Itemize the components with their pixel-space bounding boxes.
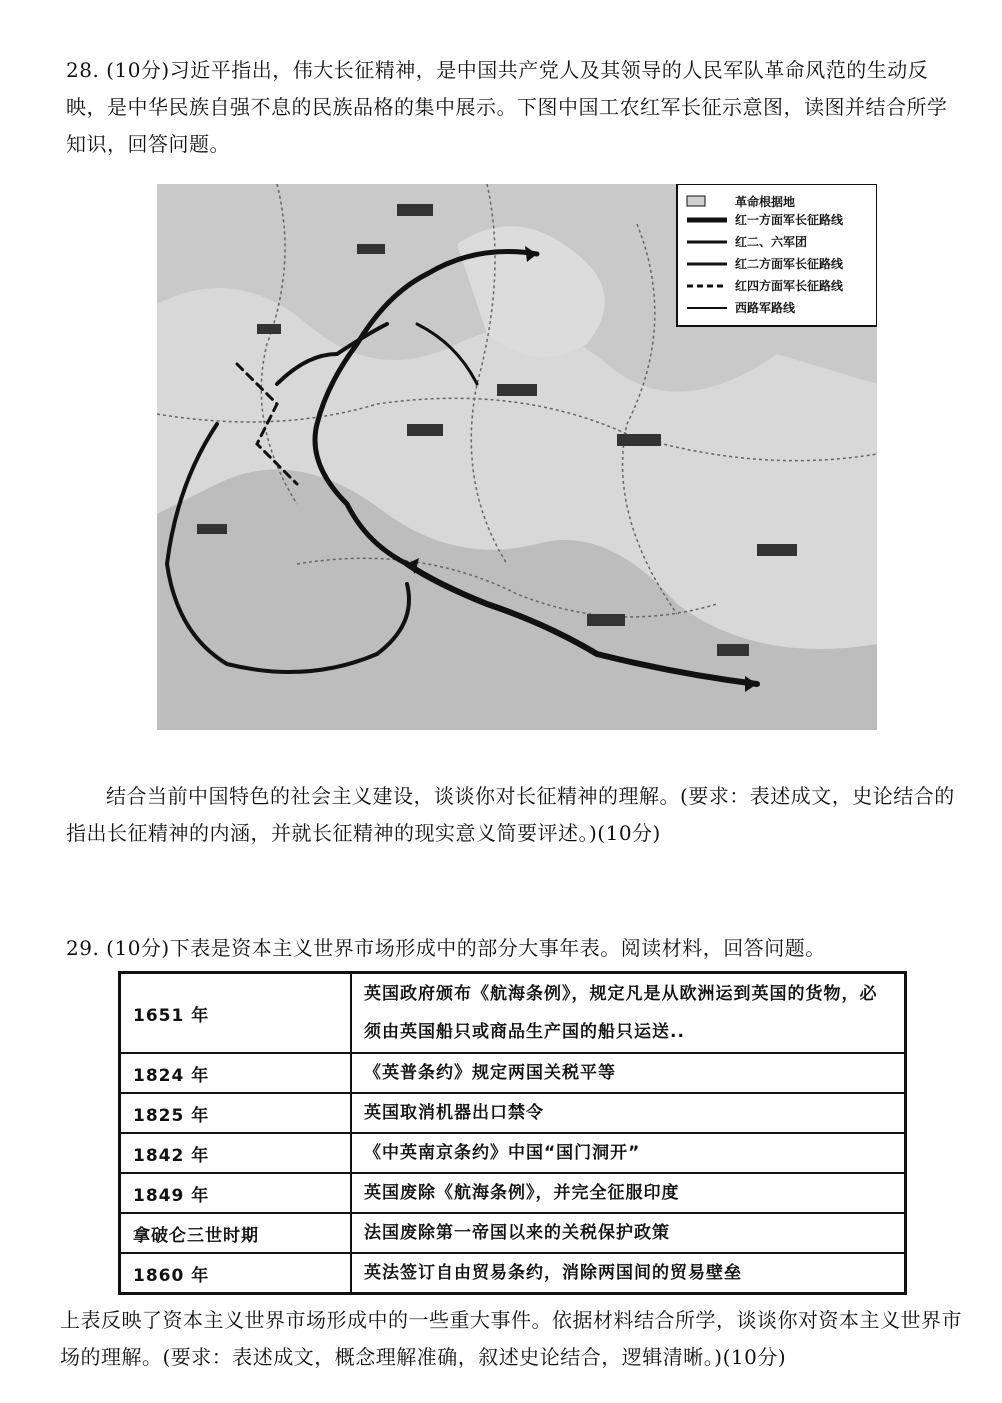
date-cell: 1651 年 bbox=[120, 973, 352, 1054]
legend-item-1: 红一方面军长征路线 bbox=[735, 213, 844, 227]
table-row bbox=[120, 973, 906, 1054]
question-29-task: 上表反映了资本主义世界市场形成中的一些重大事件。依据材料结合所学，谈谈你对资本主义世界市场的理解。(要求：表述成文，概念理解准确，叙述史论结合，逻辑清晰。)(10分) bbox=[60, 1308, 962, 1369]
table-row bbox=[120, 1133, 906, 1173]
question-29-stem: 29. (10分)下表是资本主义世界市场形成中的部分大事年表。阅读材料，回答问题。 bbox=[66, 936, 826, 960]
question-28-stem: 28. (10分)习近平指出，伟大长征精神，是中国共产党人及其领导的人民军队革命风范的生动反映，是中华民族自强不息的民族品格的集中展示。下图中国工农红军长征示意图，读图并结合所学知识，回答问题。 bbox=[66, 58, 948, 156]
event-cell: 《中英南京条约》中国“国门洞开” bbox=[351, 1133, 906, 1173]
question-28-task: 结合当前中国特色的社会主义建设，谈谈你对长征精神的理解。(要求：表述成文，史论结合的指出长征精神的内涵，并就长征精神的现实意义简要评述。)(10分) bbox=[66, 784, 955, 845]
date-cell: 1860 年 bbox=[120, 1253, 352, 1294]
date-cell: 1842 年 bbox=[120, 1133, 352, 1173]
table-row bbox=[120, 1213, 906, 1253]
table-row bbox=[120, 1093, 906, 1133]
legend-item-5: 西路军路线 bbox=[735, 301, 796, 315]
table-row bbox=[120, 1173, 906, 1213]
legend-item-3: 红二方面军长征路线 bbox=[735, 257, 844, 271]
market-timeline-table bbox=[118, 971, 907, 1295]
long-march-map bbox=[157, 184, 877, 730]
event-cell: 英国政府颁布《航海条例》，规定凡是从欧洲运到英国的货物，必须由英国船只或商品生产国的船只运送.. bbox=[351, 973, 906, 1054]
date-cell: 拿破仑三世时期 bbox=[120, 1213, 352, 1253]
event-cell: 英国取消机器出口禁令 bbox=[351, 1093, 906, 1133]
legend-item-0: 革命根据地 bbox=[735, 195, 796, 209]
legend-item-4: 红四方面军长征路线 bbox=[735, 279, 844, 293]
table-row bbox=[120, 1253, 906, 1294]
legend-item-2: 红二、六军团 bbox=[735, 235, 808, 249]
event-cell: 英国废除《航海条例》，并完全征服印度 bbox=[351, 1173, 906, 1213]
table-row bbox=[120, 1053, 906, 1093]
date-cell: 1824 年 bbox=[120, 1053, 352, 1093]
event-cell: 英法签订自由贸易条约，消除两国间的贸易壁垒 bbox=[351, 1253, 906, 1294]
map-drawing bbox=[157, 184, 877, 730]
event-cell: 《英普条约》规定两国关税平等 bbox=[351, 1053, 906, 1093]
date-cell: 1825 年 bbox=[120, 1093, 352, 1133]
event-cell: 法国废除第一帝国以来的关税保护政策 bbox=[351, 1213, 906, 1253]
date-cell: 1849 年 bbox=[120, 1173, 352, 1213]
